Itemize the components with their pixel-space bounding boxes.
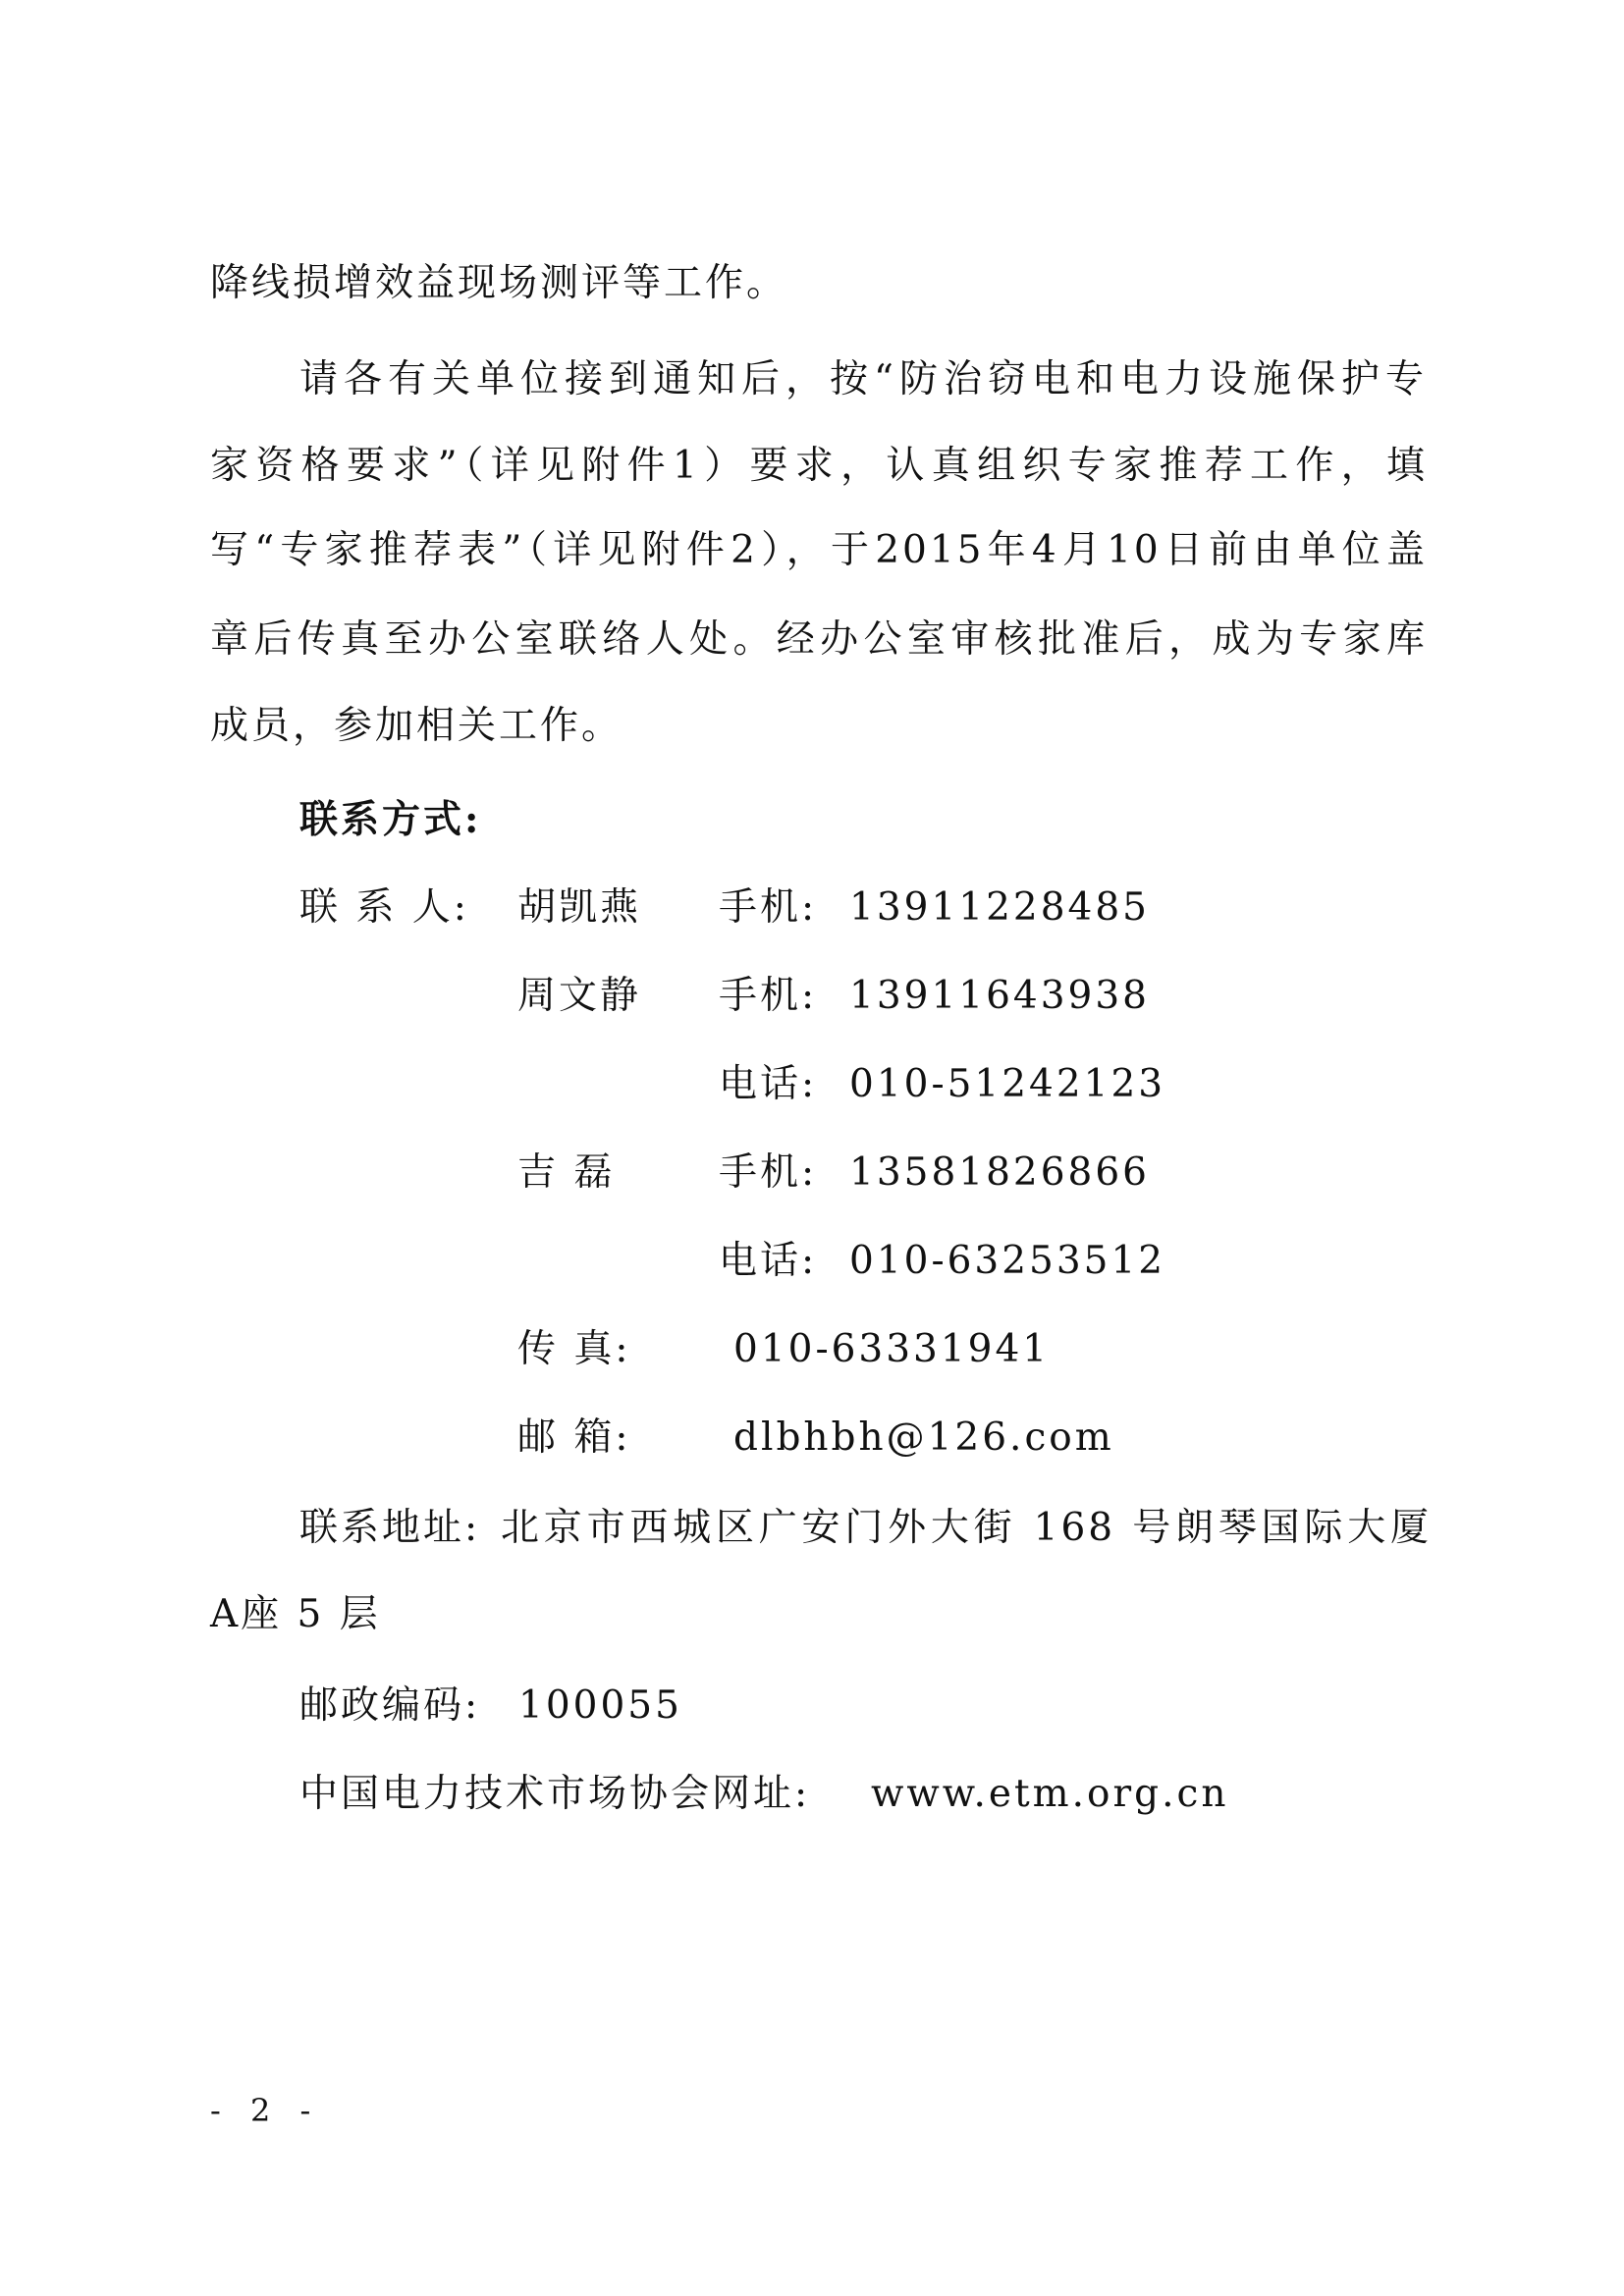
phone-value: 13581826866 (849, 1150, 1150, 1195)
website-value: www.etm.org.cn (871, 1772, 1229, 1816)
phone-label: 电话: (719, 1062, 818, 1106)
phone-label: 手机: (719, 1150, 818, 1195)
paragraph-line: 章后传真至办公室联络人处。经办公室审核批准后，成为专家库 (210, 617, 1428, 662)
address-label: 联系地址: (299, 1506, 481, 1550)
fax-value: 010-63331941 (733, 1327, 1051, 1371)
contact-name: 吉 磊 (517, 1150, 616, 1195)
email-value: dlbhbh@126.com (733, 1415, 1114, 1460)
paragraph-line: 成员，参加相关工作。 (210, 704, 623, 748)
phone-label: 手机: (719, 885, 818, 930)
email-label: 邮 箱: (517, 1415, 631, 1460)
phone-value: 010-51242123 (849, 1062, 1166, 1106)
phone-value: 13911643938 (849, 974, 1150, 1018)
fax-label: 传 真: (517, 1327, 631, 1371)
website-label: 中国电力技术市场协会网址: (299, 1772, 811, 1816)
contact-name: 胡凯燕 (517, 885, 642, 930)
address-line: 北京市西城区广安门外大街 168 号朗琴国际大厦 (501, 1506, 1432, 1550)
contact-heading: 联系方式: (299, 797, 482, 842)
phone-label: 手机: (719, 974, 818, 1018)
postal-label: 邮政编码: (299, 1683, 481, 1728)
address-line: A座 5 层 (210, 1592, 381, 1636)
postal-value: 100055 (518, 1683, 682, 1728)
contact-person-label: 联 系 人: (299, 885, 469, 930)
phone-value: 13911228485 (849, 885, 1150, 930)
paragraph-line: 降线损增效益现场测评等工作。 (210, 261, 788, 305)
contact-name: 周文静 (517, 974, 642, 1018)
phone-value: 010-63253512 (849, 1239, 1166, 1283)
phone-label: 电话: (719, 1239, 818, 1283)
paragraph-line: 写“专家推荐表”（详见附件2），于2015年4月10日前由单位盖 (210, 528, 1428, 572)
paragraph-line: 请各有关单位接到通知后，按“防治窃电和电力设施保护专 (299, 357, 1427, 401)
page-number: - 2 - (210, 2092, 321, 2129)
paragraph-line: 家资格要求”（详见附件1）要求，认真组织专家推荐工作，填 (210, 444, 1428, 488)
